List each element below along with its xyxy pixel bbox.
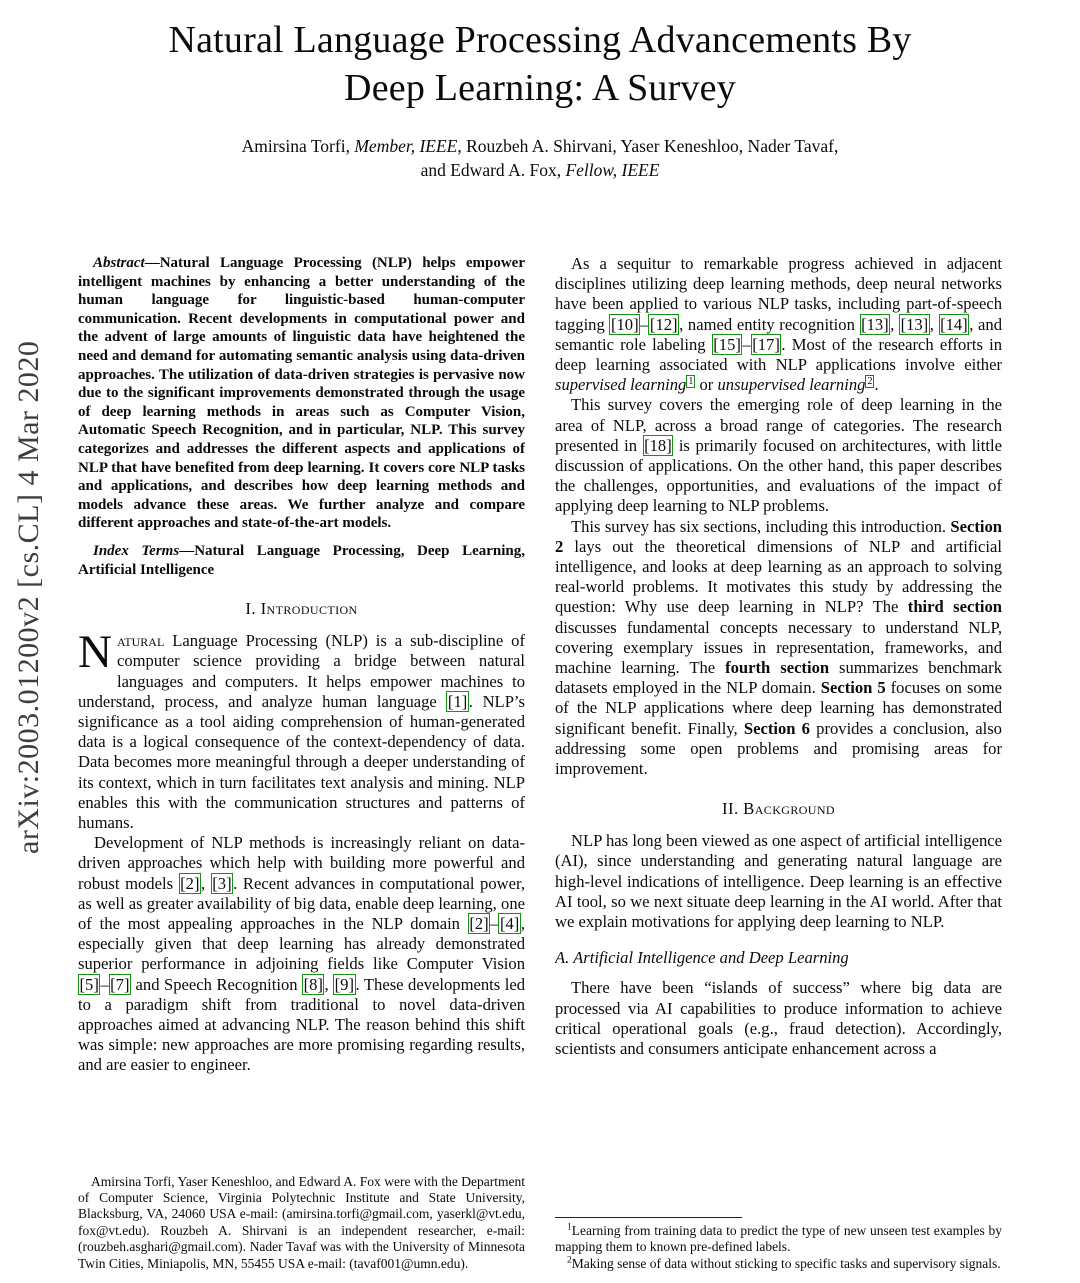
author-affiliations-note [78, 1174, 525, 1272]
citation-link[interactable]: [1] [447, 691, 468, 711]
text-segment: summarizes benchmark datasets employed in the NLP domain. [555, 658, 1002, 698]
citation-link[interactable]: [17] [752, 334, 780, 354]
text-segment: Language Processing (NLP) is a sub-discipline of computer science providing a bridge between natural languages and computers. It helps empower machines to understand, process, and analyze human language [78, 631, 525, 711]
text-segment: , named entity recognition [679, 314, 860, 334]
text-segment: Development of NLP methods is increasingly reliant on data-driven approaches which help with building more powerful and robust models [78, 833, 525, 893]
text-segment: Background [743, 799, 836, 819]
text-segment: —Natural Language Processing, Deep Learning, Artificial Intelligence [78, 542, 525, 578]
text-segment: – [490, 913, 499, 933]
footnote-ref[interactable]: 2 [867, 375, 873, 387]
text-segment: Amirsina Torfi, [241, 136, 355, 156]
text-segment: Member, IEEE, [354, 136, 462, 156]
text-segment: As a sequitur to remarkable progress achieved in adjacent disciplines utilizing deep learning methods, deep neural networks have been applied to various NLP tasks, including part-of-speech tagging [555, 254, 1002, 334]
text-segment: focuses on some of the NLP applications where deep learning has demonstrated significant benefit. Finally, [555, 678, 1002, 738]
section-heading-background [555, 799, 1002, 819]
body-paragraph-survey-scope [555, 395, 1002, 516]
text-segment: is primarily focused on architectures, with little discussion of applications. On the other hand, this paper describes the challenges, opportunities, and evaluations of the impact of applying deep learning to NLP problems. [555, 435, 1002, 516]
citation-link[interactable]: [3] [212, 873, 232, 893]
text-segment: This survey has six sections, including this introduction. [571, 516, 951, 536]
text-segment: lays out the theoretical dimensions of NLP and artificial intelligence, and looks at deep learning as an approach to solving real-world problems. It motivates this study by addressing the question: Why use deep learning in NLP? The [555, 536, 1002, 617]
text-segment: and Speech Recognition [131, 974, 303, 994]
text-segment: This survey covers the emerging role of deep learning in the area of NLP, across a broad range of categories. The research presented in [555, 395, 1002, 455]
intro-paragraph-2 [78, 833, 525, 1075]
text-segment: , especially given that deep learning has already demonstrated superior performance in adjoining fields like Computer Vision [78, 913, 525, 974]
section-heading-introduction [78, 599, 525, 619]
abstract-paragraph [78, 254, 525, 533]
text-segment: unsupervised learning [717, 375, 866, 395]
text-segment: . Recent advances in computational power, as well as greater availability of big data, enable deep learning, one of the most appealing approaches in the NLP domain [78, 873, 525, 933]
citation-link[interactable]: [10] [610, 314, 639, 334]
text-segment: , [929, 314, 939, 334]
text-segment: . These developments led to a paradigm shift from traditional to novel data-driven approaches aimed at advancing NLP. The reason behind this shift was simple: new approaches are more promising regarding results, and are easier to engineer. [78, 974, 525, 1075]
text-segment: N [78, 626, 112, 679]
text-segment: 2 [567, 1255, 572, 1266]
text-segment: fourth section [725, 658, 830, 678]
citation-link[interactable]: [5] [79, 974, 99, 994]
text-segment: I. [245, 599, 261, 619]
text-segment: third section [907, 597, 1002, 617]
text-segment: . NLP’s significance as a tool aiding comprehension of human-generated data is a logical consequence of the context-dependency of data. Data becomes more meaningful through a deeper understanding of its context, which in turn facilitates text analysis and mining. NLP enables this with the communication structures and patterns of humans. [78, 691, 525, 832]
citation-link[interactable]: [8] [303, 974, 323, 994]
footnotes-block [555, 1217, 1002, 1272]
citation-link[interactable]: [7] [110, 974, 130, 994]
text-segment: NLP has long been viewed as one aspect of artificial intelligence (AI), since understanding and generating natural language are high-level indications of intelligence. Deep learning is an effective AI tool, so we next situate deep learning in the AI world. After that we explain motivations for applying deep learning to NLP. [555, 831, 1002, 932]
text-segment: and Edward A. Fox, [420, 160, 566, 180]
text-segment: A. Artificial Intelligence and Deep Learning [555, 948, 849, 968]
paper-title-line-1: Natural Language Processing Advancements By [168, 19, 912, 61]
left-column [78, 254, 525, 1272]
text-segment: Fellow, IEEE [565, 160, 660, 180]
text-segment: atural [116, 631, 165, 651]
ai-paragraph-1 [555, 978, 1002, 1059]
citation-link[interactable]: [13] [900, 314, 929, 334]
text-segment: , [201, 873, 211, 893]
footnote-ref[interactable]: 1 [688, 375, 694, 387]
footnote-1 [555, 1223, 1002, 1256]
citation-link[interactable]: [9] [334, 974, 355, 994]
text-segment: discusses fundamental concepts necessary to understand NLP, covering exemplary issues in representation, frameworks, and machine learning. The [555, 617, 1002, 678]
paper-title [0, 16, 1080, 112]
paper-title-line-2: Deep Learning: A Survey [344, 67, 736, 109]
text-segment: Section 6 [743, 718, 810, 738]
text-segment: – [640, 314, 649, 334]
body-paragraph-sequitur [555, 254, 1002, 395]
text-segment: . Most of the research efforts in deep learning associated with NLP applications involve either [555, 334, 1002, 375]
citation-link[interactable]: [2] [180, 873, 200, 893]
text-segment: – [100, 974, 109, 994]
footnote-rule [555, 1217, 742, 1218]
intro-paragraph-1 [78, 626, 525, 833]
text-segment: Making sense of data without sticking to specific tasks and supervisory signals. [571, 1255, 1001, 1271]
text-segment: II. [721, 799, 744, 819]
citation-link[interactable]: [4] [499, 913, 520, 933]
text-segment: Abstract [93, 255, 145, 271]
text-segment: Rouzbeh A. Shirvani, Yaser Keneshloo, Nader Tavaf, [461, 136, 839, 156]
text-segment: , [890, 314, 900, 334]
text-segment: Section 5 [820, 678, 886, 698]
footnote-2 [555, 1256, 1002, 1272]
index-terms-paragraph [78, 542, 525, 579]
author-line-2 [0, 158, 1080, 182]
text-segment: – [742, 334, 751, 354]
subsection-heading-ai-deep-learning [555, 948, 1002, 968]
background-paragraph-1 [555, 831, 1002, 932]
citation-link[interactable]: [2] [469, 913, 489, 933]
text-segment: , and semantic role labeling [555, 314, 1002, 354]
text-segment: or [695, 375, 718, 395]
text-segment: . [874, 375, 879, 395]
citation-link[interactable]: [13] [861, 314, 889, 334]
citation-link[interactable]: [15] [713, 334, 741, 354]
citation-link[interactable]: [12] [649, 314, 678, 334]
two-column-body [0, 254, 1080, 1272]
text-segment: , [324, 974, 334, 994]
arxiv-watermark: arXiv:2003.01200v2 [cs.CL] 4 Mar 2020 [12, 340, 45, 854]
body-paragraph-sections-overview [555, 517, 1002, 780]
paper-header [0, 0, 1080, 182]
author-line-1 [0, 134, 1080, 158]
text-segment: Introduction [260, 599, 358, 619]
text-segment: —Natural Language Processing (NLP) helps empower intelligent machines by enhancing a better understanding of the human language for linguistic-based human-computer communication. Recent developments in computational power and the advent of large amounts of linguistic data have heightened the need and demand for automating semantic analysis using data-driven approaches. The utilization of data-driven strategies is pervasive now due to the significant improvements demonstrated through the usage of deep learning methods in areas such as Computer Vision, Automatic Speech Recognition, and in particular, NLP. This survey categorizes and addresses the different aspects and applications of NLP that have benefited from deep learning. It covers core NLP tasks and applications, and describes how deep learning methods and models advance these areas. We further analyze and compare different approaches and state-of-the-art models. [78, 255, 525, 532]
text-segment: Learning from training data to predict the type of new unseen test examples by mapping them to known pre-defined labels. [555, 1222, 1002, 1255]
right-column [555, 254, 1002, 1272]
text-segment: 1 [567, 1222, 572, 1233]
citation-link[interactable]: [18] [644, 435, 672, 455]
citation-link[interactable]: [14] [940, 314, 968, 334]
text-segment: There have been “islands of success” where big data are processed via AI capabilities to produce information to achieve critical operational goals (e.g., fraud detection). Accordingly, scientists and consumers anticipate enhancement across a [555, 978, 1002, 1058]
text-segment: Amirsina Torfi, Yaser Keneshloo, and Edward A. Fox were with the Department of Computer Science, Virginia Polytechnic Institute and State University, Blacksburg, VA, 24060 USA e-mail: (amirsina.torfi@gmail.com, yaserkl@vt.edu, fox@vt.edu). Rouzbeh A. Shirvani is an independent researcher, e-mail: (rouzbeh.asghari@gmail.com). Nader Tavaf was with the University of Minnesota Twin Cities, Miniapolis, MN, 55455 USA e-mail: (tavaf001@umn.edu). [78, 1173, 525, 1271]
author-block [0, 134, 1080, 182]
text-segment: Index Terms [93, 542, 180, 559]
text-segment: provides a conclusion, also addressing some open problems and promising areas for improvement. [555, 718, 1002, 779]
text-segment: supervised learning [555, 375, 687, 395]
text-segment: Section 2 [555, 516, 1002, 556]
